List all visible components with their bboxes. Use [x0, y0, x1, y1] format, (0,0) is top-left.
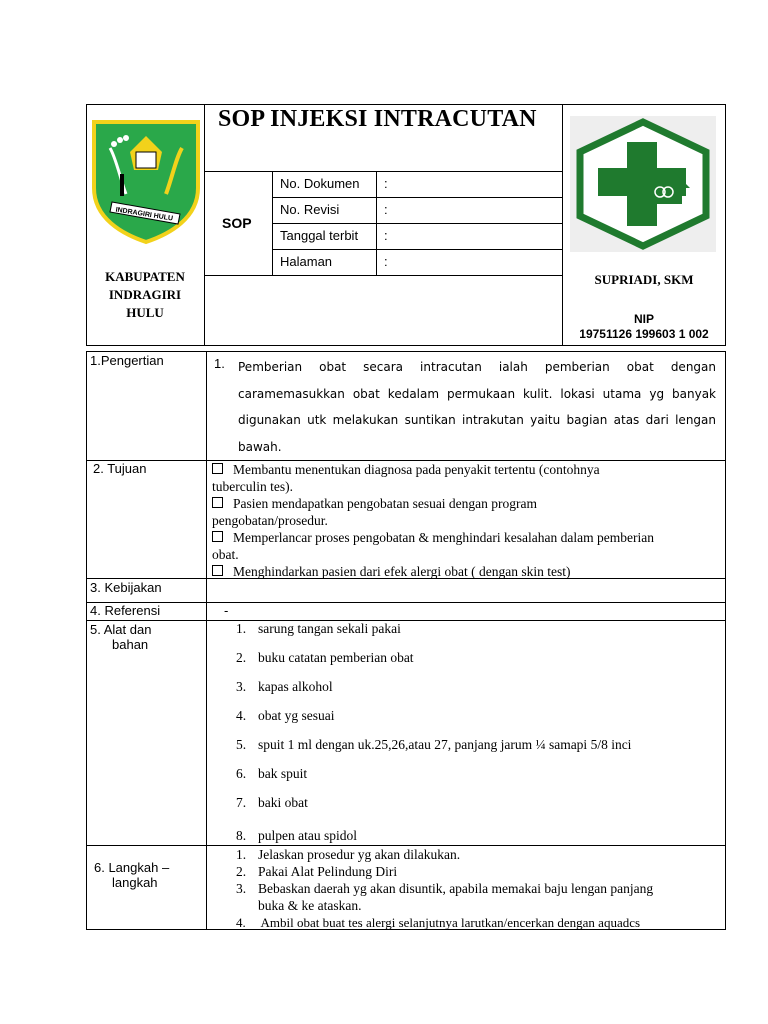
regency-name [86, 268, 204, 322]
doc-field-value: : [384, 228, 388, 243]
list-item: 2. buku catatan pemberian obat [236, 650, 414, 665]
header-divider [272, 197, 562, 198]
tujuan-text [212, 461, 720, 580]
tujuan-line: Memperlancar proses pengobatan & menghindari kesalahan dalam pemberian [233, 530, 654, 545]
puskesmas-logo [570, 116, 716, 252]
list-item: 1. Jelaskan prosedur yg akan dilakukan. [236, 847, 461, 862]
tujuan-item [212, 529, 720, 546]
header-divider [204, 104, 205, 346]
tujuan-item [212, 563, 720, 580]
list-item: 7. baki obat [236, 795, 308, 810]
list-item: 5. spuit 1 ml dengan uk.25,26,atau 27, panjang jarum ¼ samapi 5/8 inci [236, 737, 632, 752]
doc-field-value: : [384, 176, 388, 191]
list-item: 2. Pakai Alat Pelindung Diri [236, 864, 398, 879]
pengertian-line: Pemberian obat secara intracutan ialah pemberian obat dengan [238, 360, 716, 374]
doc-field-label: Tanggal terbit [280, 228, 359, 243]
regency-logo [90, 118, 202, 246]
pengertian-text [238, 354, 716, 460]
tujuan-item [212, 495, 720, 512]
doc-field-value: : [384, 254, 388, 269]
pengertian-line: digunakan utk melakukan suntikan intrakutan yaitu bagian atas dari lengan [238, 413, 716, 427]
doc-field-label: No. Dokumen [280, 176, 360, 191]
regency-line-3: HULU [126, 305, 164, 320]
checkbox-icon [212, 565, 223, 576]
tujuan-item [212, 461, 720, 478]
header-divider [562, 104, 563, 346]
alat-label-line: 5. Alat dan [90, 622, 152, 637]
list-item: 3. kapas alkohol [236, 679, 333, 694]
row-label-kebijakan: 3. Kebijakan [90, 580, 162, 595]
checkbox-icon [212, 497, 223, 508]
pengertian-line: bawah. [238, 439, 282, 454]
row-label-tujuan: 2. Tujuan [93, 461, 147, 476]
doc-field-label: Halaman [280, 254, 333, 269]
sop-label: SOP [222, 215, 252, 231]
row-label-alat [90, 622, 151, 652]
row-divider [86, 620, 726, 621]
langkah-list [236, 846, 716, 931]
list-item: 4. obat yg sesuai [236, 708, 335, 723]
referensi-value: - [224, 603, 229, 618]
regency-line-2: INDRAGIRI [108, 287, 182, 302]
row-label-referensi: 4. Referensi [90, 603, 161, 618]
nip-label: NIP [633, 312, 654, 326]
list-item: 6. bak spuit [236, 766, 308, 781]
langkah-label-line: langkah [112, 875, 158, 890]
document-title: SOP INJEKSI INTRACUTAN [218, 106, 537, 132]
tujuan-line: tuberculin tes). [212, 479, 293, 494]
doc-field-label: No. Revisi [280, 202, 340, 217]
row-label-pengertian: 1.Pengertian [90, 353, 164, 368]
body-column-divider [206, 351, 207, 930]
row-divider [86, 602, 726, 603]
header-divider [204, 171, 562, 172]
signatory-name: SUPRIADI, SKM [594, 272, 694, 287]
header-divider [272, 249, 562, 250]
list-item: 3. Bebaskan daerah yg akan disuntik, apabila memakai baju lengan panjang [236, 881, 654, 896]
header-divider [272, 223, 562, 224]
list-item: buka & ke ataskan. [258, 898, 362, 913]
tujuan-line: Menghindarkan pasien dari efek alergi obat ( dengan skin test) [233, 564, 571, 579]
checkbox-icon [212, 463, 223, 474]
tujuan-line: Pasien mendapatkan pengobatan sesuai dengan program [233, 496, 538, 511]
pengertian-number: 1. [214, 356, 225, 371]
alat-label-line: bahan [112, 637, 149, 652]
logo-banner-text: INDRAGIRI HULU [115, 206, 174, 223]
nip-value: 19751126 199603 1 002 [579, 327, 709, 341]
pengertian-line: caramemasukkan obat kedalam permukaan kulit. lokasi utama yg banyak [238, 386, 716, 401]
list-item: 8. pulpen atau spidol [236, 828, 357, 843]
row-label-langkah [94, 860, 169, 890]
tujuan-line: Membantu menentukan diagnosa pada penyakit tertentu (contohnya [233, 462, 600, 477]
doc-field-value: : [384, 202, 388, 217]
regency-line-1: KABUPATEN [105, 269, 185, 284]
list-item: 4. Ambil obat buat tes alergi selanjutnya larutkan/encerkan dengan aquadcs [236, 915, 641, 930]
header-divider [204, 275, 562, 276]
checkbox-icon [212, 531, 223, 542]
list-item: 1. sarung tangan sekali pakai [236, 621, 401, 636]
tujuan-line: obat. [212, 547, 239, 562]
langkah-label-line: 6. Langkah – [94, 860, 170, 875]
tujuan-line: pengobatan/prosedur. [212, 513, 328, 528]
